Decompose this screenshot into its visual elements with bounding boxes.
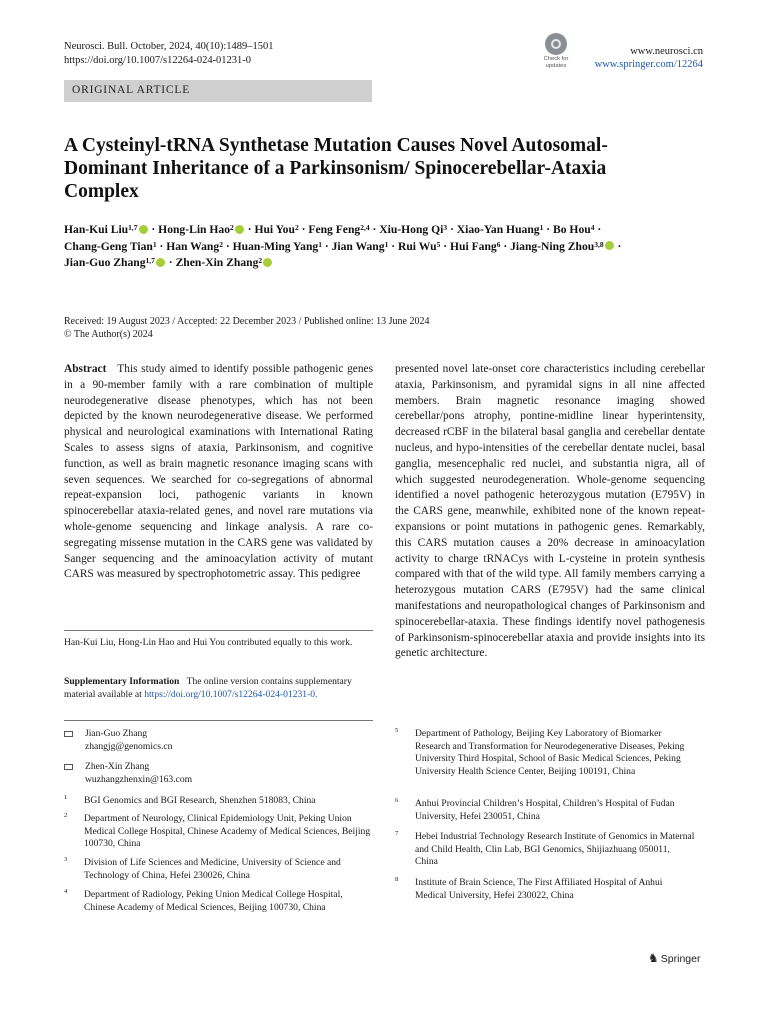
footnote-divider <box>64 630 373 631</box>
article-type-bar <box>64 80 372 102</box>
affiliation-6 <box>395 798 695 823</box>
check-updates-icon <box>545 33 567 55</box>
article-title: A Cysteinyl-tRNA Synthetase Mutation Causes Novel Autosomal-Dominant Inheritance of a Parkinsonism/ Spinocerebellar-Ataxia Complex <box>64 135 608 202</box>
author-affiliation-ref: 3 <box>443 223 448 232</box>
author <box>176 256 274 269</box>
publisher-logo <box>648 951 700 965</box>
affiliation-8 <box>395 877 695 902</box>
affiliation-text: Division of Life Sciences and Medicine, University of Science and Technology of China, Hefei 230026, China <box>84 857 341 881</box>
author-name: Jiang-Ning Zhou <box>510 239 595 253</box>
correspondence-divider <box>64 720 373 721</box>
author <box>398 240 440 253</box>
author-affiliation-ref: 3,8 <box>594 239 604 249</box>
author-name: Hui Fang <box>449 239 497 253</box>
affiliation-4 <box>64 889 373 914</box>
author <box>233 240 322 253</box>
affiliation-text: Anhui Provincial Children’s Hospital, Children’s Hospital of Fudan University, Hefei 230051, China <box>415 798 675 822</box>
copyright-line: © The Author(s) 2024 <box>64 329 153 340</box>
publication-dates <box>64 315 430 341</box>
article-type: ORIGINAL ARTICLE <box>72 84 191 96</box>
author-affiliation-ref: 1 <box>318 239 322 249</box>
affiliation-number: 1 <box>64 794 68 801</box>
correspondent-email[interactable]: wuzhangzhenxin@163.com <box>85 773 193 785</box>
site-url[interactable]: www.neurosci.cn <box>630 46 703 57</box>
author-name: Feng Feng <box>308 223 361 236</box>
author-name: Zhen-Xin Zhang <box>175 256 259 269</box>
author-name: Huan-Ming Yang <box>232 239 319 253</box>
author-affiliation-ref: 2,4 <box>360 223 370 232</box>
springer-horse-icon: ♞ <box>648 951 659 965</box>
correspondence-1 <box>64 728 373 753</box>
author-affiliation-ref: 4 <box>590 223 595 232</box>
author-affiliation-ref: 5 <box>436 239 441 249</box>
author <box>166 240 223 253</box>
author-affiliation-ref: 6 <box>496 239 501 249</box>
author <box>457 223 544 236</box>
author-name: Han-Kui Liu <box>64 223 129 236</box>
author <box>379 223 447 236</box>
affiliation-number: 8 <box>395 876 399 883</box>
supplementary-link[interactable]: https://doi.org/10.1007/s12264-024-01231-0. <box>144 688 318 700</box>
author <box>158 223 245 236</box>
affiliation-text: Institute of Brain Science, The First Affiliated Hospital of Anhui Medical University, Hefei 230022, China <box>415 877 663 901</box>
affiliation-number: 3 <box>64 856 68 863</box>
journal-urls <box>595 45 703 71</box>
affiliation-text: Department of Neurology, Clinical Epidemiology Unit, Peking Union Medical College Hospital, Chinese Academy of Medical Sciences, Beijing 100730, China <box>84 813 371 849</box>
author-affiliation-ref: 1 <box>539 223 544 232</box>
affiliation-number: 4 <box>64 888 68 895</box>
orcid-icon[interactable] <box>263 258 272 267</box>
author-affiliation-ref: 1,7 <box>145 256 155 265</box>
author-name: Han Wang <box>166 239 220 253</box>
author-list: Han-Kui Liu$^{1,7}$ · Hong-Lin Hao$^2$ · Hui You$^2$ · Feng Feng$^{2,4}$ · Xiu-Hong $Qi^3$ · Xiao-Yan Huang$^1$ · Bo Hou$^4$ · Chang-Geng Tian$^1$ · Han Wang$^2$ · Huan-Ming Yang$^1$ · Jian Wang$^1$ · Rui $Wu^5$ · Hui Fang$^6$ · Jiang-Ning Zhou$^{3,8}$ · Jian-Guo Zhang$^{1,7}$ · Zhen-Xin Zhang$^2$ <box>64 223 622 269</box>
author-name: Chang-Geng Tian <box>64 239 153 253</box>
orcid-icon[interactable] <box>156 258 165 267</box>
affiliation-number: 6 <box>395 797 399 804</box>
author-affiliation-ref: 2 <box>219 239 223 249</box>
affiliation-text: Hebei Industrial Technology Research Institute of Genomics in Maternal and Child Health, Clin Lab, BGI Genomics, Shijiazhuang 050011, China <box>415 831 695 867</box>
affiliation-1 <box>64 795 373 808</box>
affiliation-number: 7 <box>395 830 399 837</box>
correspondent-name: Zhen-Xin Zhang <box>85 761 150 772</box>
author-affiliation-ref: 2 <box>230 223 234 232</box>
abstract-column-2: presented novel late-onset core characteristics including cerebellar ataxia, Parkinsonism, and pyramidal signs in all nine affected members. Brain magnetic resonance imaging showed cerebellar/pons atrophy, pontine-midline linear hyperintensity, decreased rCBF in the bilateral basal ganglia and cerebellar dentate nucleus, and hypo-intensities of the cerebellar dentate nuclei, basal ganglia, mesencephalic red nuclei, and substantia nigra, all of which suggested neurodegeneration. Whole-genome sequencing identified a novel pathogenic heterozygous mutation (E795V) in the CARS gene, meanwhile, exhibited none of the known repeat-expansions or point mutations in pathogenic genes. Remarkably, this CARS mutation causes a 20% decrease in aminoacylation activity to charge tRNACys with L-cysteine in protein synthesis compared with that of the wild type. All family members carrying a heterozygous mutation CARS (E795V) had the same clinical manifestations and neuropathological changes of Parkinsonism and spinocerebellar-ataxia. These findings identify novel pathogenesis of Parkinsonism-spinocerebellar ataxia and provide insights into its genetic architecture. <box>395 363 705 660</box>
publisher-name: Springer <box>660 953 701 965</box>
contribution-note: Han-Kui Liu, Hong-Lin Hao and Hui You contributed equally to this work. <box>64 637 353 648</box>
orcid-icon[interactable] <box>139 225 148 234</box>
author <box>254 223 298 236</box>
affiliation-text: Department of Radiology, Peking Union Medical College Hospital, Chinese Academy of Medical Sciences, Beijing 100730, China <box>84 889 343 913</box>
author-affiliation-ref: 2 <box>258 256 263 265</box>
author <box>332 240 389 253</box>
author-name: Rui Wu <box>397 239 437 253</box>
author-name: Hui You <box>254 223 295 236</box>
author-affiliation-ref: 1,7 <box>128 223 138 232</box>
affiliation-7 <box>395 831 695 869</box>
author-affiliation-ref: 2 <box>294 223 299 232</box>
orcid-icon[interactable] <box>235 225 244 234</box>
abstract-column-1 <box>64 362 373 583</box>
orcid-icon[interactable] <box>605 241 614 250</box>
correspondence-2 <box>64 761 373 786</box>
author-name: Xiu-Hong Qi <box>379 223 444 236</box>
author-name: Hong-Lin Hao <box>158 223 231 236</box>
journal-header <box>64 40 274 68</box>
affiliation-number: 5 <box>395 727 399 734</box>
affiliation-number: 2 <box>64 812 68 819</box>
affiliation-text: Department of Pathology, Beijing Key Laboratory of Biomarker Research and Transformation for Neurodegenerative Diseases, Peking University Third Hospital, School of Basic Medical Sciences, Peking University Health Science Center, Beijing 100191, China <box>415 728 685 777</box>
journal-citation: Neurosci. Bull. October, 2024, 40(10):1489–1501 <box>64 41 274 52</box>
supplementary-info <box>64 676 373 701</box>
author-affiliation-ref: 1 <box>152 239 157 249</box>
dates-line: Received: 19 August 2023 / Accepted: 22 December 2023 / Published online: 13 June 2024 <box>64 316 430 327</box>
correspondent-name: Jian-Guo Zhang <box>85 728 148 739</box>
envelope-icon <box>64 731 73 737</box>
affiliation-5 <box>395 728 695 778</box>
author-name: Jian Wang <box>331 239 385 253</box>
springer-url[interactable]: www.springer.com/12264 <box>594 59 703 70</box>
doi-line: https://doi.org/10.1007/s12264-024-01231-0 <box>64 55 252 66</box>
author <box>64 223 149 236</box>
author-name: Xiao-Yan Huang <box>456 223 540 236</box>
author <box>553 223 594 236</box>
affiliation-2 <box>64 813 373 851</box>
envelope-icon <box>64 764 73 770</box>
badge-label-1: Check for <box>543 56 569 62</box>
badge-label-2: updates <box>545 62 567 69</box>
author <box>64 240 157 253</box>
author <box>510 240 614 253</box>
abstract-text-1: This study aimed to identify possible pathogenic genes in a 90-member family with a rare combination of multiple neurodegenerative disease phenotypes, which has not been depicted by the known neurodegenerative disease. We performed physical and neurological examinations with International Rating Scales to assess signs of ataxia, Parkinsonism, and cognitive function, as well as brain magnetic resonance imaging scans with seven sequences. We searched for co-segregations of abnormal repeat-expansion loci, pathogenic variants in known spinocerebellar ataxia-related genes, and novel rare mutations via whole-genome sequencing and linkage analysis. A rare co-segregating missense mutation in the CARS gene was validated by Sanger sequencing and the aminoacylation activity of mutant CARS was measured by spectrophotometric assay. This pedigree <box>64 363 374 581</box>
check-for-updates-badge[interactable] <box>536 33 576 71</box>
supplementary-text: The online version contains supplementary material available at <box>64 676 352 700</box>
supplementary-label: Supplementary Information <box>64 676 180 687</box>
author <box>64 256 166 269</box>
author-name: Jian-Guo Zhang <box>64 256 146 269</box>
affiliation-text: BGI Genomics and BGI Research, Shenzhen 518083, China <box>84 795 316 806</box>
affiliation-3 <box>64 857 373 882</box>
author-name: Bo Hou <box>553 223 591 236</box>
correspondent-email[interactable]: zhangjg@genomics.cn <box>85 740 173 752</box>
author <box>450 240 500 253</box>
author <box>308 223 369 236</box>
author-affiliation-ref: 1 <box>384 239 389 249</box>
abstract-heading: Abstract <box>64 363 107 375</box>
